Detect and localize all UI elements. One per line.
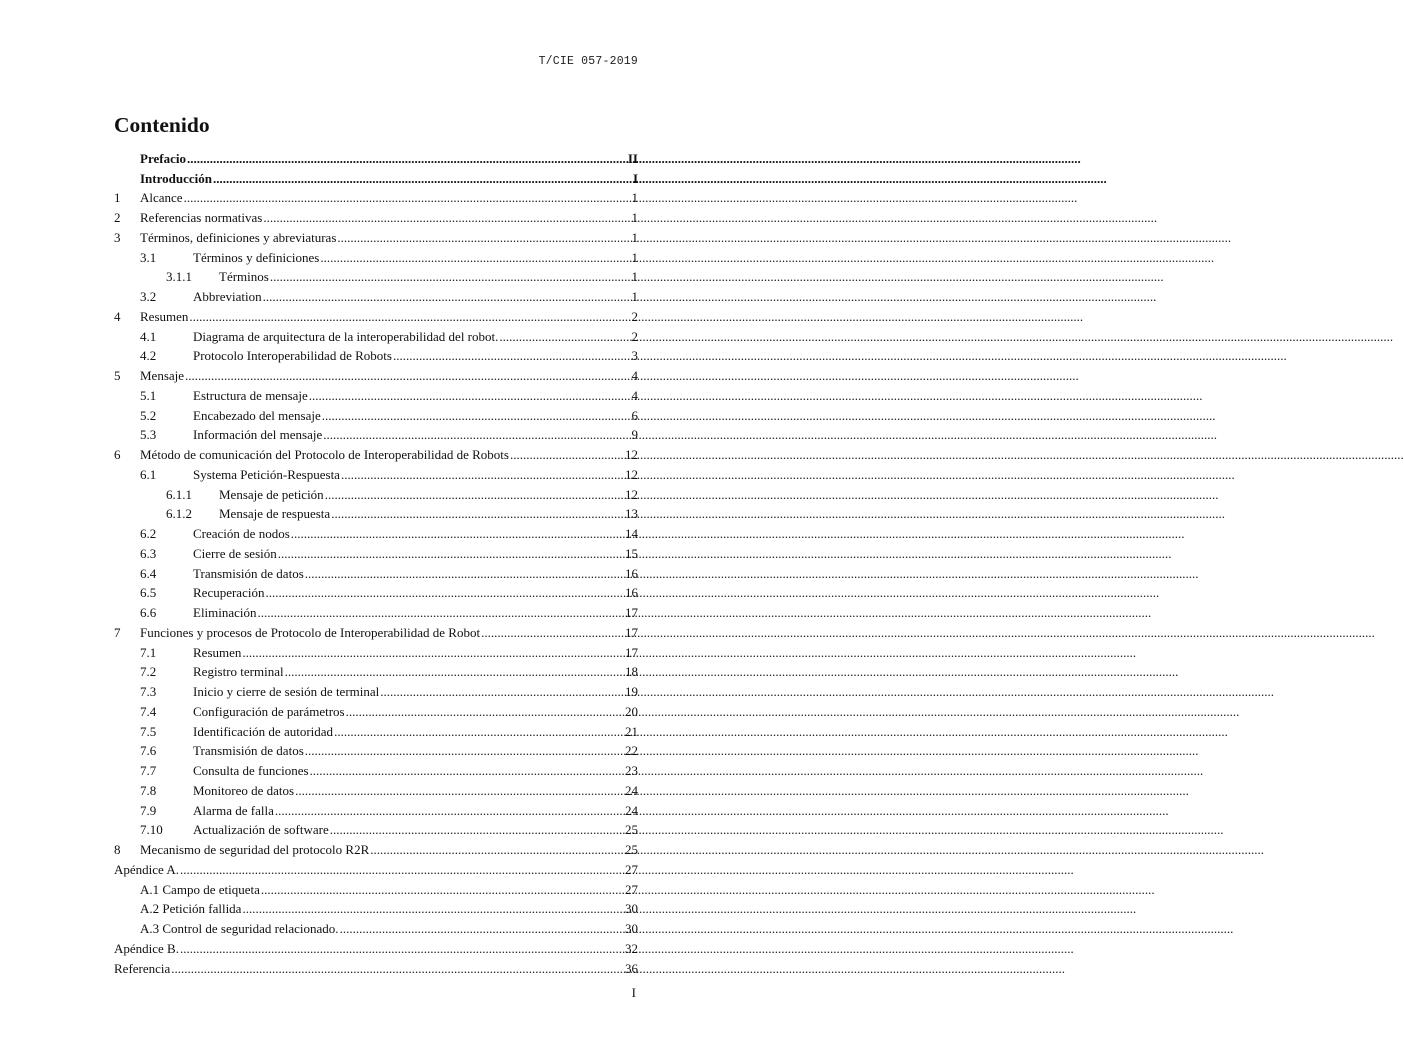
toc-entry-title: Configuración de parámetros: [193, 703, 345, 719]
toc-entry-title: Apéndice B.: [114, 940, 179, 956]
toc-entry-page: 36: [625, 960, 638, 976]
toc-entry-title: Creación de nodos: [193, 526, 290, 541]
toc-entry-number: 3.1.1: [166, 269, 192, 285]
toc-entry-page: 23: [625, 763, 638, 778]
toc-entry-number: 7.3: [140, 684, 157, 699]
dot-leader: [180, 941, 624, 956]
toc-entry-page: 24: [625, 782, 638, 798]
toc-entry-page: 25: [625, 842, 638, 857]
toc-entry-number: 7.1: [140, 644, 157, 660]
toc-entry-number: 6.5: [140, 585, 157, 601]
toc-entry[interactable]: [114, 877, 638, 897]
toc-entry[interactable]: [114, 620, 638, 640]
toc-entry-page: 1: [631, 229, 638, 245]
toc-entry[interactable]: [114, 245, 638, 265]
toc-entry[interactable]: [114, 186, 638, 206]
toc-entry-page: 2: [631, 308, 638, 324]
toc-entry[interactable]: [114, 462, 638, 482]
toc-entry-number: 6.4: [140, 565, 157, 581]
toc-entry-page: 3: [631, 348, 638, 364]
dot-leader: [180, 862, 624, 877]
toc-entry-page: 17: [625, 624, 638, 640]
dot-leader: [171, 961, 624, 976]
toc-entry-title: Consulta de funciones: [193, 763, 309, 778]
toc-entry-title: Información del mensaje: [193, 427, 323, 443]
toc-entry-number: 5.1: [140, 387, 157, 403]
toc-entry[interactable]: [114, 719, 638, 739]
page-title: Contenido: [114, 113, 210, 137]
toc-entry-title: Resumen: [140, 308, 189, 324]
toc-entry-page: 27: [625, 881, 638, 897]
toc-entry[interactable]: [114, 284, 638, 304]
dot-leader: [189, 309, 630, 324]
toc-entry-page: 22: [625, 743, 638, 759]
dot-leader: [265, 585, 624, 600]
dot-leader: [285, 664, 624, 679]
dot-leader: [320, 250, 630, 265]
toc-entry-number: 6.1: [140, 466, 157, 482]
toc-entry[interactable]: [114, 699, 638, 719]
dot-leader: [325, 487, 624, 502]
dot-leader: [295, 783, 624, 798]
document-code-header: T/CIE 057-2019: [538, 55, 638, 68]
table-of-contents: [114, 146, 638, 976]
toc-entry-title: Recuperación: [193, 585, 265, 601]
toc-entry-number: 3: [114, 229, 121, 245]
toc-entry-title: Referencias normativas: [140, 210, 263, 225]
toc-entry[interactable]: [114, 482, 638, 502]
dot-leader: [370, 842, 624, 857]
toc-entry-number: 4.1: [140, 328, 157, 344]
toc-entry-page: 1: [631, 190, 638, 206]
toc-entry-title: Alcance: [140, 190, 183, 206]
dot-leader: [242, 901, 624, 916]
toc-entry[interactable]: [114, 146, 638, 166]
toc-entry-page: 25: [625, 822, 638, 838]
toc-entry-title: Introducción: [140, 170, 212, 186]
toc-entry-page: 12: [625, 466, 638, 482]
dot-leader: [330, 822, 624, 837]
dot-leader: [337, 230, 630, 245]
toc-entry-page: 16: [625, 565, 638, 581]
toc-entry-number: 7.5: [140, 723, 157, 739]
dot-leader: [393, 348, 631, 363]
dot-leader: [261, 882, 624, 897]
toc-entry-number: 7.6: [140, 743, 157, 759]
toc-entry[interactable]: [114, 304, 638, 324]
toc-entry-number: 5.3: [140, 427, 157, 443]
toc-entry[interactable]: [114, 423, 638, 443]
toc-entry-page: 17: [625, 605, 638, 620]
dot-leader: [340, 921, 624, 936]
dot-leader: [291, 526, 624, 541]
toc-entry-page: 1: [631, 210, 638, 225]
toc-entry-number: 6.2: [140, 526, 157, 541]
toc-entry-page: II: [627, 150, 638, 166]
toc-entry[interactable]: [114, 442, 638, 462]
toc-entry-title: Método de comunicación del Protocolo de Interoperabilidad de Robots: [140, 447, 509, 462]
page-number: I: [631, 985, 636, 1000]
toc-entry-title: Systema Petición-Respuesta: [193, 466, 340, 482]
toc-entry-page: 30: [625, 901, 638, 917]
toc-entry-number: 4: [114, 308, 121, 324]
dot-leader: [213, 171, 632, 186]
toc-entry-title: A.2 Petición fallida: [140, 901, 242, 917]
toc-entry-number: 6.3: [140, 545, 157, 561]
toc-entry[interactable]: [114, 857, 638, 877]
dot-leader: [346, 704, 624, 719]
toc-entry-page: 30: [625, 921, 638, 936]
toc-entry-title: Abbreviation: [193, 289, 262, 304]
dot-leader: [481, 625, 624, 640]
dot-leader: [185, 368, 630, 383]
toc-entry[interactable]: [114, 798, 638, 818]
toc-entry-page: 21: [625, 723, 638, 739]
toc-entry-title: Alarma de falla: [193, 802, 274, 818]
toc-entry-page: 1: [631, 249, 638, 265]
toc-entry[interactable]: [114, 758, 638, 778]
toc-entry-page: 32: [625, 940, 638, 956]
toc-entry-title: Transmisión de datos: [193, 743, 304, 759]
toc-entry[interactable]: [114, 363, 638, 383]
toc-entry[interactable]: [114, 660, 638, 680]
dot-leader: [263, 210, 630, 225]
toc-entry-title: Términos: [219, 269, 269, 285]
toc-entry-number: 7.9: [140, 802, 157, 818]
toc-entry-number: 7.4: [140, 703, 157, 719]
toc-entry[interactable]: [114, 936, 638, 956]
dot-leader: [331, 506, 624, 521]
toc-entry[interactable]: [114, 225, 638, 245]
toc-entry[interactable]: [114, 324, 638, 344]
toc-entry-page: 17: [625, 644, 638, 660]
toc-entry-page: 2: [631, 328, 638, 344]
toc-entry[interactable]: [114, 640, 638, 660]
toc-entry-title: Mensaje: [140, 368, 185, 383]
dot-leader: [322, 408, 631, 423]
toc-entry-number: 8: [114, 842, 121, 857]
toc-entry[interactable]: [114, 897, 638, 917]
toc-entry-title: Monitoreo de datos: [193, 782, 295, 798]
dot-leader: [278, 546, 624, 561]
toc-entry-title: Términos, definiciones y abreviaturas: [140, 229, 337, 245]
toc-entry-title: A.3 Control de seguridad relacionado.: [140, 921, 339, 936]
dot-leader: [323, 427, 630, 442]
toc-entry-number: 7.10: [140, 822, 163, 838]
toc-entry[interactable]: [114, 521, 638, 541]
toc-entry-number: 7.2: [140, 664, 157, 680]
dot-leader: [305, 743, 624, 758]
toc-entry-page: 15: [625, 545, 638, 561]
dot-leader: [499, 329, 630, 344]
toc-entry[interactable]: [114, 600, 638, 620]
toc-entry-page: I: [632, 170, 638, 186]
toc-entry-page: 4: [631, 368, 638, 383]
dot-leader: [242, 645, 624, 660]
toc-entry-page: 1: [631, 289, 638, 304]
toc-entry-number: 7.8: [140, 782, 157, 798]
toc-entry-title: Registro terminal: [193, 664, 284, 680]
toc-entry[interactable]: [114, 778, 638, 798]
toc-entry-page: 12: [625, 447, 638, 462]
toc-entry[interactable]: [114, 344, 638, 364]
toc-entry[interactable]: [114, 679, 638, 699]
toc-entry-page: 6: [631, 407, 638, 423]
toc-entry-title: Transmisión de datos: [193, 565, 304, 581]
dot-leader: [341, 467, 624, 482]
toc-entry-title: Cierre de sesión: [193, 545, 277, 561]
toc-entry[interactable]: [114, 837, 638, 857]
toc-entry-title: Inicio y cierre de sesión de terminal: [193, 684, 380, 699]
toc-entry[interactable]: [114, 581, 638, 601]
toc-entry-page: 1: [631, 269, 638, 285]
toc-entry-title: Protocolo Interoperabilidad de Robots: [193, 348, 392, 364]
toc-entry-page: 20: [625, 703, 638, 719]
toc-entry-number: 2: [114, 210, 121, 225]
toc-entry-page: 16: [625, 585, 638, 601]
dot-leader: [334, 724, 624, 739]
toc-entry-page: 27: [625, 861, 638, 877]
toc-entry-title: Estructura de mensaje: [193, 387, 308, 403]
toc-entry-title: Mensaje de respuesta: [219, 506, 331, 522]
toc-entry-title: Prefacio: [140, 150, 186, 166]
toc-entry-page: 12: [625, 486, 638, 502]
dot-leader: [275, 803, 624, 818]
toc-entry-number: 5.2: [140, 407, 157, 423]
toc-entry-title: Términos y definiciones: [193, 249, 320, 265]
dot-leader: [305, 566, 624, 581]
toc-entry-title: Apéndice A.: [114, 861, 179, 877]
toc-entry-title: Identificación de autoridad: [193, 723, 334, 739]
toc-entry[interactable]: [114, 166, 638, 186]
toc-entry-title: Mensaje de petición: [219, 486, 324, 502]
toc-entry-number: 6.6: [140, 605, 157, 620]
toc-entry[interactable]: [114, 265, 638, 285]
toc-entry-title: A.1 Campo de etiqueta: [140, 881, 260, 897]
toc-entry-title: Mecanismo de seguridad del protocolo R2R: [140, 842, 370, 857]
toc-entry-number: 7: [114, 624, 121, 640]
toc-entry-page: 24: [625, 802, 638, 818]
toc-entry[interactable]: [114, 383, 638, 403]
toc-entry-page: 19: [625, 684, 638, 699]
toc-entry-page: 9: [631, 427, 638, 443]
toc-entry-page: 13: [625, 506, 638, 522]
toc-entry-title: Encabezado del mensaje: [193, 407, 321, 423]
toc-entry-page: 14: [625, 526, 638, 541]
dot-leader: [263, 289, 631, 304]
toc-entry-title: Funciones y procesos de Protocolo de Interoperabilidad de Robot: [140, 624, 481, 640]
toc-entry-page: 4: [631, 387, 638, 403]
toc-entry[interactable]: [114, 916, 638, 936]
toc-entry-number: 3.2: [140, 289, 157, 304]
toc-entry-number: 6.1.2: [166, 506, 192, 522]
toc-entry-title: Diagrama de arquitectura de la interoperabilidad del robot.: [193, 328, 499, 344]
toc-entry-title: Actualización de software: [193, 822, 329, 838]
toc-entry[interactable]: [114, 205, 638, 225]
toc-entry[interactable]: [114, 818, 638, 838]
dot-leader: [510, 447, 624, 462]
toc-entry[interactable]: [114, 541, 638, 561]
dot-leader: [258, 605, 624, 620]
toc-entry-number: 1: [114, 190, 121, 206]
toc-entry-number: 5: [114, 368, 121, 383]
toc-entry-title: Resumen: [193, 644, 242, 660]
toc-entry[interactable]: [114, 502, 638, 522]
dot-leader: [310, 763, 624, 778]
dot-leader: [309, 388, 631, 403]
toc-entry-number: 4.2: [140, 348, 157, 364]
toc-entry-number: 6: [114, 447, 121, 462]
toc-entry-number: 7.7: [140, 763, 157, 778]
toc-entry-page: 18: [625, 664, 638, 680]
dot-leader: [270, 269, 631, 284]
toc-entry-title: Eliminación: [193, 605, 257, 620]
dot-leader: [184, 190, 631, 205]
toc-entry-title: Referencia: [114, 960, 171, 976]
toc-entry-number: 6.1.1: [166, 486, 192, 502]
toc-entry-number: 3.1: [140, 249, 157, 265]
toc-entry[interactable]: [114, 561, 638, 581]
toc-entry[interactable]: [114, 739, 638, 759]
toc-entry[interactable]: [114, 956, 638, 976]
toc-entry[interactable]: [114, 403, 638, 423]
dot-leader: [380, 684, 624, 699]
dot-leader: [187, 151, 627, 166]
